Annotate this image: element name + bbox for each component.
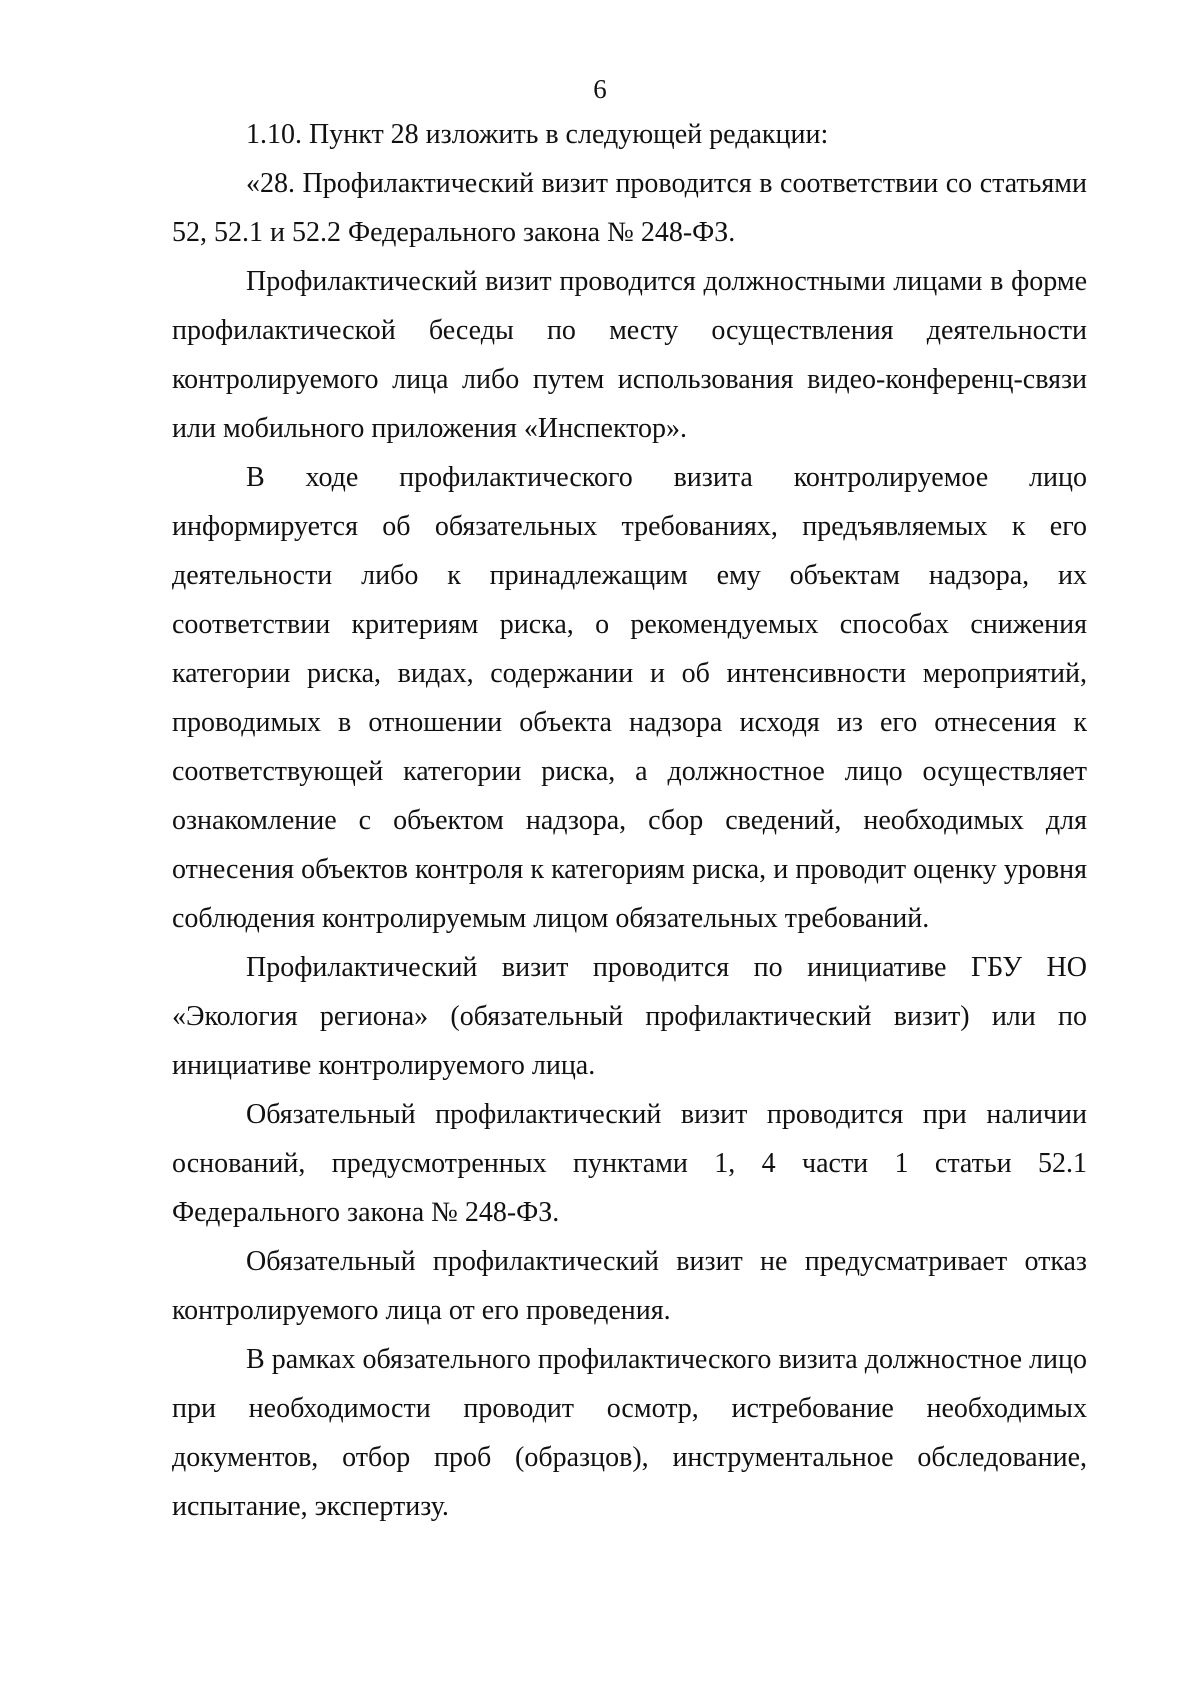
paragraph-amendment-intro: 1.10. Пункт 28 изложить в следующей редакции:: [246, 119, 829, 150]
paragraph-visit-initiative: Профилактический визит проводится по инициативе ГБУ НО «Экология региона» (обязательный профилактический визит) или по инициативе контролируемого лица.: [172, 952, 1087, 1081]
paragraph-visit-form: Профилактический визит проводится должностными лицами в форме профилактической беседы по месту осуществления деятельности контролируемого лица либо путем использования видео-конференц-связи или мобильного приложения «Инспектор».: [172, 266, 1087, 444]
paragraph-mandatory-grounds: Обязательный профилактический визит проводится при наличии оснований, предусмотренных пунктами 1, 4 части 1 статьи 52.1 Федерального закона № 248-ФЗ.: [172, 1099, 1087, 1228]
paragraph-inspection-actions: В рамках обязательного профилактического визита должностное лицо при необходимости проводит осмотр, истребование необходимых документов, отбор проб (образцов), инструментальное обследование, испытание, экспертизу.: [172, 1344, 1087, 1522]
document-body: [172, 110, 1087, 1531]
paragraph-no-refusal: Обязательный профилактический визит не предусматривает отказ контролируемого лица от его проведения.: [172, 1246, 1087, 1326]
paragraph-item-28: «28. Профилактический визит проводится в соответствии со статьями 52, 52.1 и 52.2 Федерального закона № 248-ФЗ.: [172, 168, 1087, 248]
page-number: 6: [593, 74, 607, 104]
paragraph-visit-content: В ходе профилактического визита контролируемое лицо информируется об обязательных требованиях, предъявляемых к его деятельности либо к принадлежащим ему объектам надзора, их соответствии критериям риска, о рекомендуемых способах снижения категории риска, видах, содержании и об интенсивности мероприятий, проводимых в отношении объекта надзора исходя из его отнесения к соответствующей категории риска, а должностное лицо осуществляет ознакомление с объектом надзора, сбор сведений, необходимых для отнесения объектов контроля к категориям риска, и проводит оценку уровня соблюдения контролируемым лицом обязательных требований.: [172, 462, 1087, 934]
